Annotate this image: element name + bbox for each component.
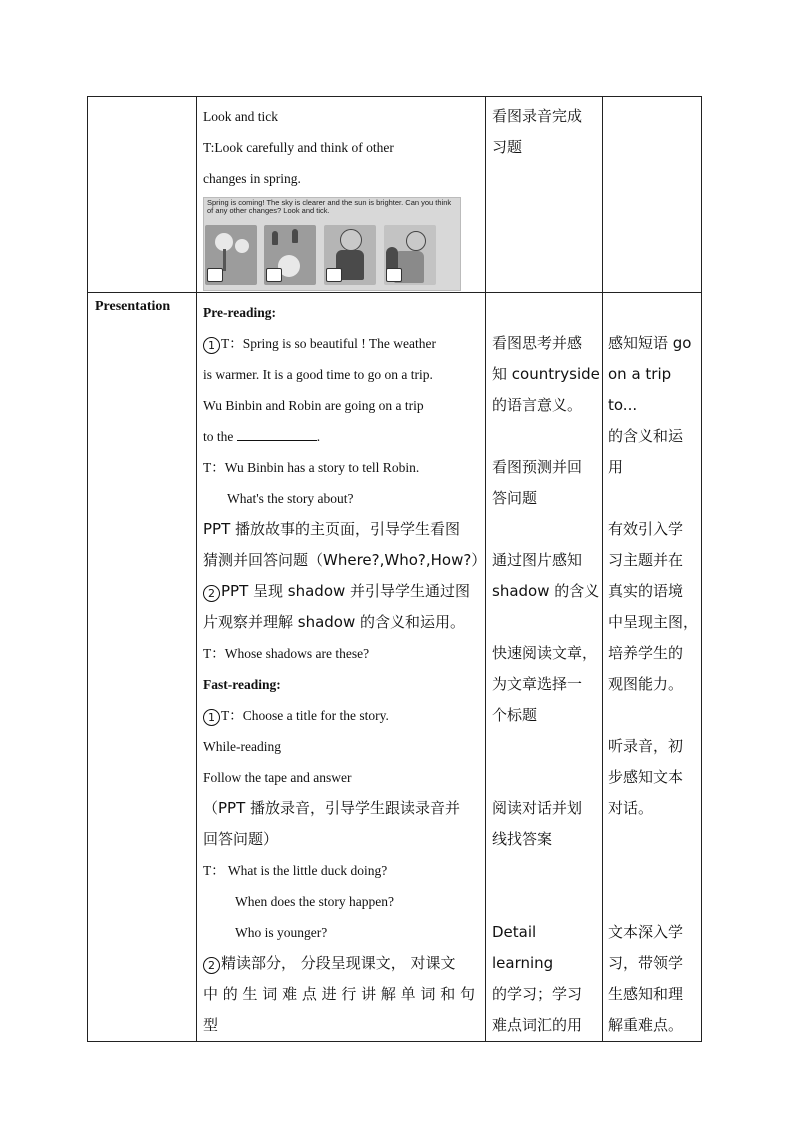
- student-activity-text: 习题: [492, 138, 523, 156]
- activity-line: 中 的 生 词 难 点 进 行 讲 解 单 词 和 句 型: [203, 985, 475, 1034]
- picture-man-scene: [384, 225, 436, 285]
- lesson-plan-table: [87, 96, 702, 1042]
- purpose-text: 用: [608, 458, 624, 476]
- activity-title: Look and tick: [203, 109, 278, 124]
- student-activity-text: 的学习；学习: [492, 985, 583, 1003]
- picture-tree-scene: [205, 225, 257, 285]
- activity-line: T:Look carefully and think of other: [203, 140, 394, 155]
- tick-box[interactable]: [207, 268, 223, 282]
- purpose-text: 对话。: [608, 799, 654, 817]
- activity-line: 猜测并回答问题（Where?,Who?,How?）: [203, 551, 487, 569]
- activity-line: What's the story about?: [227, 491, 354, 506]
- student-activity-text: 快速阅读文章，: [492, 644, 598, 662]
- picture-boy-scene: [324, 225, 376, 285]
- purpose-text: 文本深入学: [608, 923, 684, 941]
- activity-line: 片观察并理解 shadow 的含义和运用。: [203, 613, 466, 631]
- section-heading: While-reading: [203, 739, 281, 754]
- purpose-text: 生感知和理: [608, 985, 684, 1003]
- circled-number: 2: [203, 585, 220, 602]
- student-activity-text: 个标题: [492, 706, 538, 724]
- activity-line: is warmer. It is a good time to go on a trip.: [203, 367, 433, 382]
- purpose-text: 培养学生的: [608, 644, 684, 662]
- purpose-text: 习，带领学: [608, 954, 684, 972]
- student-activity-text: 的语言意义。: [492, 396, 583, 414]
- activity-line: Wu Binbin and Robin are going on a trip: [203, 398, 424, 413]
- tick-box[interactable]: [266, 268, 282, 282]
- activity-cell: [197, 97, 486, 293]
- circled-number: 1: [203, 337, 220, 354]
- purpose-text: 听录音，初: [608, 737, 684, 755]
- purpose-text: 中呈现主图，: [608, 613, 699, 631]
- activity-line: 1 T：Spring is so beautiful ! The weather: [203, 328, 481, 359]
- student-activity-text: 看图预测并回: [492, 458, 583, 476]
- picture-park-scene: [264, 225, 316, 285]
- activity-line: to the .: [203, 429, 321, 444]
- student-activity-text: 知 countryside: [492, 365, 600, 383]
- purpose-text: 感知短语 go: [608, 334, 692, 352]
- tick-box[interactable]: [326, 268, 342, 282]
- activity-line: changes in spring.: [203, 171, 301, 186]
- table-row: [88, 293, 702, 1042]
- activity-line: PPT 播放故事的主页面，引导学生看图: [203, 520, 461, 538]
- activity-line: T：Whose shadows are these?: [203, 646, 370, 661]
- purpose-text: 习主题并在: [608, 551, 684, 569]
- purpose-cell: [603, 97, 702, 293]
- purpose-text: 有效引入学: [608, 520, 684, 538]
- activity-line: （PPT 播放录音，引导学生跟读录音并: [203, 799, 461, 817]
- purpose-text: 的含义和运: [608, 427, 684, 445]
- student-activity-text: Detail learning: [492, 923, 554, 972]
- circled-number: 1: [203, 709, 220, 726]
- student-cell: [486, 293, 603, 1042]
- activity-line: Who is younger?: [235, 925, 328, 940]
- student-activity-text: shadow 的含义: [492, 582, 600, 600]
- stage-label: Presentation: [95, 299, 171, 314]
- picture-caption: Spring is coming! The sky is clearer and the sun is brighter. Can you think of any other changes? Look and tick.: [207, 198, 452, 215]
- student-activity-text: 答问题: [492, 489, 538, 507]
- activity-line: 2 精读部分， 分段呈现课文， 对课文: [203, 948, 481, 979]
- student-activity-text: 通过图片感知: [492, 551, 583, 569]
- circled-number: 2: [203, 957, 220, 974]
- activity-line: 1 T：Choose a title for the story.: [203, 700, 481, 731]
- student-activity-text: 难点词汇的用: [492, 1016, 583, 1034]
- section-heading: Fast-reading:: [203, 677, 281, 692]
- student-activity-text: 为文章选择一: [492, 675, 583, 693]
- purpose-text: 观图能力。: [608, 675, 684, 693]
- purpose-text: 真实的语境: [608, 582, 684, 600]
- activity-line: T：Wu Binbin has a story to tell Robin.: [203, 460, 420, 475]
- student-activity-text: 看图录音完成: [492, 107, 583, 125]
- stage-cell: [88, 293, 197, 1042]
- student-activity-text: 看图思考并感: [492, 334, 583, 352]
- activity-line: Follow the tape and answer: [203, 770, 352, 785]
- activity-line: 2 PPT 呈现 shadow 并引导学生通过图: [203, 576, 481, 607]
- student-activity-text: 线找答案: [492, 830, 553, 848]
- fill-blank: [237, 428, 317, 441]
- purpose-cell: [603, 293, 702, 1042]
- table-row: [88, 97, 702, 293]
- student-activity-text: 阅读对话并划: [492, 799, 583, 817]
- activity-cell: [197, 293, 486, 1042]
- stage-cell: [88, 97, 197, 293]
- purpose-text: 解重难点。: [608, 1016, 684, 1034]
- purpose-text: 步感知文本: [608, 768, 684, 786]
- section-heading: Pre-reading:: [203, 305, 276, 320]
- activity-line: 回答问题）: [203, 830, 279, 848]
- textbook-picture: [203, 197, 461, 291]
- activity-line: T： What is the little duck doing?: [203, 863, 388, 878]
- student-cell: [486, 97, 603, 293]
- purpose-text: on a trip to...: [608, 365, 672, 414]
- tick-box[interactable]: [386, 268, 402, 282]
- activity-line: When does the story happen?: [235, 894, 394, 909]
